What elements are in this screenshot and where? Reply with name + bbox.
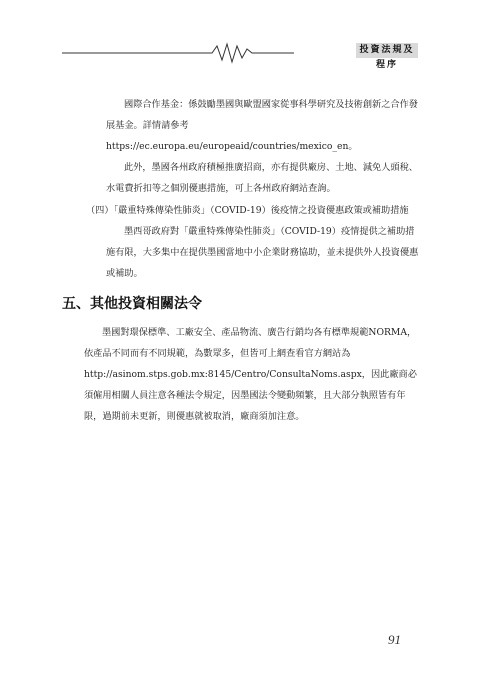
body-paragraph-covid: 墨西哥政府對「嚴重特殊傳染性肺炎」（COVID-19）疫情提供之補助措施有限，大多集中在提供墨國當地中小企業財務協助，並未提供外人投資優惠或補助。	[106, 226, 419, 279]
body-paragraph-fund: 國際合作基金：係鼓勵墨國與歐盟國家從事科學研究及技術創新之合作發展基金。詳情請參考https://ec.europa.eu/europeaid/countries/mexico_en。	[106, 99, 418, 152]
page-number: 91	[388, 632, 401, 647]
header-section-title: 投資法規及程序	[356, 43, 418, 58]
body-paragraph-state-incentives: 此外，墨國各州政府積極推廣招商，亦有提供廠房、土地、減免人頭稅、水電費折扣等之個別優惠措施，可上各州政府網站查詢。	[106, 162, 418, 194]
page-header	[62, 40, 418, 70]
section-heading-other-laws: 五、其他投資相關法令	[62, 296, 202, 312]
subsection-heading-covid: （四）「嚴重特殊傳染性肺炎」（COVID-19）後疫情之投資優惠政策或補助措施	[86, 205, 409, 216]
body-paragraph-standards: 墨國對環保標準、工廠安全、產品物流、廣告行銷均各有標準規範NORMA，依產品不同而有不同規範，為數眾多，但皆可上網查看官方網站為http://asinom.stps.gob.mx:8145/Centro/ConsultaNoms.aspx，因此廠商必須僱用相關人員注意各種法令規定，因墨國法令變動頻繁，且大部分執照皆有年限，過期前未更新，則優惠就被取消，廠商須加注意。	[84, 327, 417, 422]
